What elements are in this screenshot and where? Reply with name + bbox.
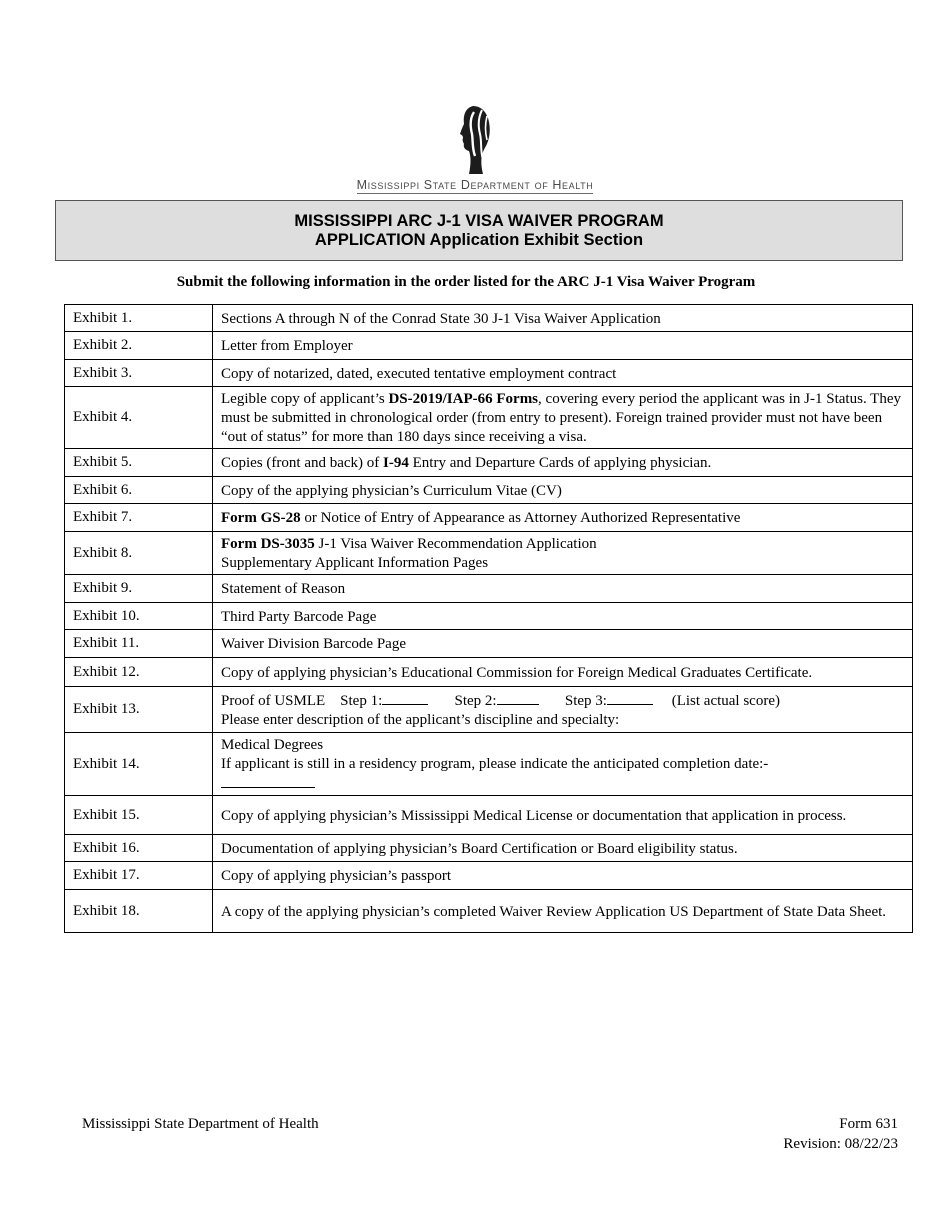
score-note: (List actual score) [671, 693, 780, 709]
step1-score-blank[interactable] [382, 691, 428, 705]
desc-bold: Form GS-28 [221, 510, 301, 526]
desc-text: Copies (front and back) of [221, 455, 384, 471]
exhibit-table [64, 304, 913, 933]
step1-label: Step 1: [340, 693, 383, 709]
exhibit-description: A copy of the applying physician’s completed Waiver Review Application US Department of State Data Sheet. [213, 890, 913, 933]
exhibit-label: Exhibit 1. [65, 305, 213, 332]
instruction-text: Submit the following information in the order listed for the ARC J-1 Visa Waiver Program [176, 274, 756, 290]
exhibit-label: Exhibit 13. [65, 687, 213, 733]
exhibit-label: Exhibit 11. [65, 630, 213, 658]
table-row [65, 387, 913, 449]
exhibit-description: Documentation of applying physician’s Board Certification or Board eligibility status. [213, 835, 913, 862]
exhibit-description: Copy of the applying physician’s Curriculum Vitae (CV) [213, 477, 913, 504]
exhibit-label: Exhibit 16. [65, 835, 213, 862]
exhibit-description: Copy of applying physician’s passport [213, 862, 913, 890]
msdh-logo [333, 104, 617, 194]
step2-score-blank[interactable] [497, 691, 539, 705]
table-row [65, 835, 913, 862]
table-row [65, 862, 913, 890]
exhibit-label: Exhibit 14. [65, 733, 213, 796]
exhibit-label: Exhibit 2. [65, 332, 213, 360]
exhibit-description [213, 387, 913, 449]
step3-label: Step 3: [564, 693, 607, 709]
table-row [65, 532, 913, 575]
desc-text: or Notice of Entry of Appearance as Attorney Authorized Representative [300, 510, 741, 526]
exhibit-label: Exhibit 7. [65, 504, 213, 532]
step3-score-blank[interactable] [607, 691, 653, 705]
desc-text: Legible copy of applicant’s [221, 391, 389, 407]
desc-text: Entry and Departure Cards of applying physician. [408, 455, 712, 471]
table-row [65, 658, 913, 687]
form-number: Form 631 [839, 1116, 898, 1132]
exhibit-label: Exhibit 18. [65, 890, 213, 933]
exhibit-description: Copy of applying physician’s Mississippi Medical License or documentation that application in process. [213, 796, 913, 835]
table-row [65, 449, 913, 477]
table-row [65, 630, 913, 658]
table-row [65, 360, 913, 387]
completion-date-blank[interactable] [221, 774, 315, 788]
exhibit-description: Third Party Barcode Page [213, 603, 913, 630]
exhibit-label: Exhibit 8. [65, 532, 213, 575]
desc-text: J-1 Visa Waiver Recommendation Application [314, 536, 597, 552]
exhibit-description: Statement of Reason [213, 575, 913, 603]
exhibit-label: Exhibit 12. [65, 658, 213, 687]
table-row [65, 796, 913, 835]
exhibit-label: Exhibit 17. [65, 862, 213, 890]
faces-silhouette-icon [453, 104, 497, 176]
exhibit-label: Exhibit 6. [65, 477, 213, 504]
desc-text: Medical Degrees [221, 737, 324, 753]
table-row [65, 687, 913, 733]
table-row [65, 332, 913, 360]
exhibit-description [213, 449, 913, 477]
desc-text: , covering every period the applicant was in J-1 Status. They must be submitted in chronological order (from entry to present). Foreign trained provider must not have been “out of status” for more than 180 days since receiving a visa. [221, 391, 901, 445]
exhibit-label: Exhibit 10. [65, 603, 213, 630]
exhibit-description: Sections A through N of the Conrad State 30 J-1 Visa Waiver Application [213, 305, 913, 332]
title-banner [55, 200, 903, 261]
exhibit-label: Exhibit 15. [65, 796, 213, 835]
desc-text: Supplementary Applicant Information Pages [221, 555, 489, 571]
discipline-prompt: Please enter description of the applicant’s discipline and specialty: [221, 712, 620, 728]
title-line-1: MISSISSIPPI ARC J-1 VISA WAIVER PROGRAM [294, 211, 664, 230]
exhibit-description [213, 687, 913, 733]
exhibit-description: Copy of applying physician’s Educational Commission for Foreign Medical Graduates Certificate. [213, 658, 913, 687]
table-row [65, 477, 913, 504]
table-row [65, 603, 913, 630]
revision-date: Revision: 08/22/23 [783, 1136, 898, 1152]
step2-label: Step 2: [454, 693, 497, 709]
exhibit-description: Waiver Division Barcode Page [213, 630, 913, 658]
exhibit-label: Exhibit 5. [65, 449, 213, 477]
table-row [65, 575, 913, 603]
table-row [65, 305, 913, 332]
desc-text: If applicant is still in a residency program, please indicate the anticipated completion date:- [221, 756, 769, 772]
exhibit-description [213, 733, 913, 796]
desc-bold: I-94 [383, 455, 409, 471]
desc-bold: DS-2019/IAP-66 Forms [388, 391, 539, 407]
exhibit-description [213, 504, 913, 532]
exhibit-description: Letter from Employer [213, 332, 913, 360]
exhibit-description: Copy of notarized, dated, executed tentative employment contract [213, 360, 913, 387]
desc-bold: Form DS-3035 [221, 536, 315, 552]
table-row [65, 733, 913, 796]
title-line-2: APPLICATION Application Exhibit Section [314, 230, 644, 249]
exhibit-label: Exhibit 3. [65, 360, 213, 387]
exhibit-label: Exhibit 9. [65, 575, 213, 603]
footer-org: Mississippi State Department of Health [82, 1116, 319, 1132]
table-row [65, 890, 913, 933]
usmle-proof-label: Proof of USMLE [221, 693, 326, 709]
exhibit-label: Exhibit 4. [65, 387, 213, 449]
exhibit-description [213, 532, 913, 575]
footer-form-info [783, 1114, 898, 1154]
table-row [65, 504, 913, 532]
org-name-wordmark: Mississippi State Department of Health [356, 178, 594, 192]
